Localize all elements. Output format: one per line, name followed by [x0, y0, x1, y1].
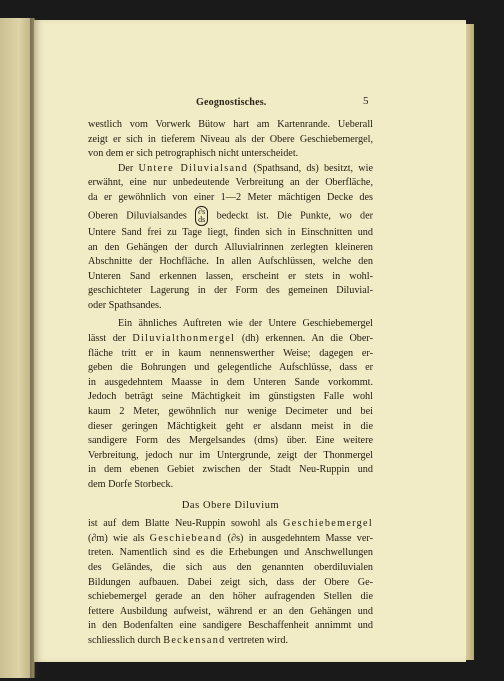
text-line: in dem ebenen Gebiet zwischen der Stadt Neu-Ruppin und — [88, 464, 373, 476]
text-line: lässt der Diluvialthonmergel (dh) erkennen. An die Ober- — [88, 333, 374, 345]
text-line: Verbreitung, jedoch nur im Untergrunde, zeigt der Thonmergel — [88, 449, 373, 461]
text-line: treten. Namentlich sind es die Erhebungen und Anschwellungen — [88, 547, 373, 559]
body-text — [88, 118, 373, 649]
text-line: Untere Sand frei zu Tage liegt, finden sich in Einschnitten und — [88, 226, 373, 238]
text-line: sandigere Form des Mergelsandes (dms) über. Eine weitere — [88, 435, 373, 447]
text-line: zeigt er sich in tieferem Niveau als der Obere Geschiebemergel, — [88, 133, 373, 145]
text-line: erwähnt, eine nur unbedeutende Verbreitung an der Oberfläche, — [88, 177, 373, 189]
text-line: (∂m) wie als Geschiebeand (∂s) in ausgedehntem Masse ver- — [88, 532, 373, 544]
text-line: da er gewöhnlich von einer 1—2 Meter mächtigen Decke des — [88, 191, 373, 203]
text-line: des Geländes, die sich aus den genannten oberdiluvialen — [88, 561, 373, 573]
text-line: westlich vom Vorwerk Bütow hart am Kartenrande. Ueberall — [88, 119, 373, 130]
text-line: in ausgedehntem Maasse in dem Unteren Sande vorkommt. — [88, 376, 373, 388]
symbol-fraction: ∂s ds — [195, 206, 208, 226]
text-line: dem Dorfe Storbeck. — [88, 479, 174, 490]
text-line: Abschnitte der Hochfläche. In allen Aufschlüssen, welche den — [88, 256, 373, 268]
text-line: an den Gehängen der durch Alluvialrinnen zerlegten kleineren — [88, 241, 373, 253]
text-line: geben die Bohrungen und gelegentliche Aufschlüsse, dass er — [88, 362, 373, 374]
text-line: dieser geringen Mächtigkeit geht er alsdann meist in die — [88, 420, 373, 432]
text-line: schiebemergel gerade an den höher aufragenden Stellen die — [88, 591, 373, 603]
running-title: Geognostisches. — [196, 97, 267, 108]
page-number: 5 — [363, 95, 369, 107]
text-line: Oberen Diluvialsandes ∂s ds bedeckt ist. Die Punkte, wo der — [88, 206, 373, 224]
page-stack-edge — [466, 24, 474, 660]
term-diluvialthonmergel: Diluvialthonmergel — [132, 333, 236, 345]
term-untere-diluvialsand: Untere Diluvialsand — [138, 162, 249, 174]
text-line: von dem er sich petrographisch nicht unterscheidet. — [88, 148, 299, 160]
text-line: Ein ähnliches Auftreten wie der Untere Geschiebemergel — [118, 318, 373, 330]
text-line: oder Spathsandes. — [88, 299, 162, 311]
text-line: Unteren Sand erkennen lassen, erscheint er stets in wohl- — [88, 270, 373, 282]
term-geschiebeand: Geschiebeand — [149, 532, 223, 544]
text-line: fläche tritt er in kaum nennenswerther Weise; dagegen er- — [88, 347, 373, 359]
term-beckensand: Beckensand — [163, 634, 226, 646]
term-geschiebemergel: Geschiebemergel — [282, 518, 373, 530]
text-line: kaum 2 Meter, gewöhnlich nur wenige Decimeter und bei — [88, 406, 373, 418]
text-line: schliesslich durch Beckensand vertreten wird. — [88, 634, 289, 646]
text-line: geschichteter Lagerung in der Form des gemeinen Diluvial- — [88, 285, 373, 297]
section-heading: Das Obere Diluvium — [181, 499, 280, 511]
text-line: fettere Ausbildung aufweist, während er an den Gehängen und — [88, 605, 373, 617]
text-line: ist auf dem Blatte Neu-Ruppin sowohl als Geschiebemergel — [88, 518, 373, 530]
text-line: Der Untere Diluvialsand (Spathsand, ds) besitzt, wie — [118, 162, 374, 174]
text-line: in den Bodenfalten eine sandigere Beschaffenheit annimmt und — [88, 620, 373, 632]
text-line: Bildungen aufbauen. Dabei zeigt sich, dass der Obere Ge- — [88, 576, 373, 588]
text-line: Jedoch beträgt seine Mächtigkeit im günstigsten Falle wohl — [88, 391, 373, 403]
